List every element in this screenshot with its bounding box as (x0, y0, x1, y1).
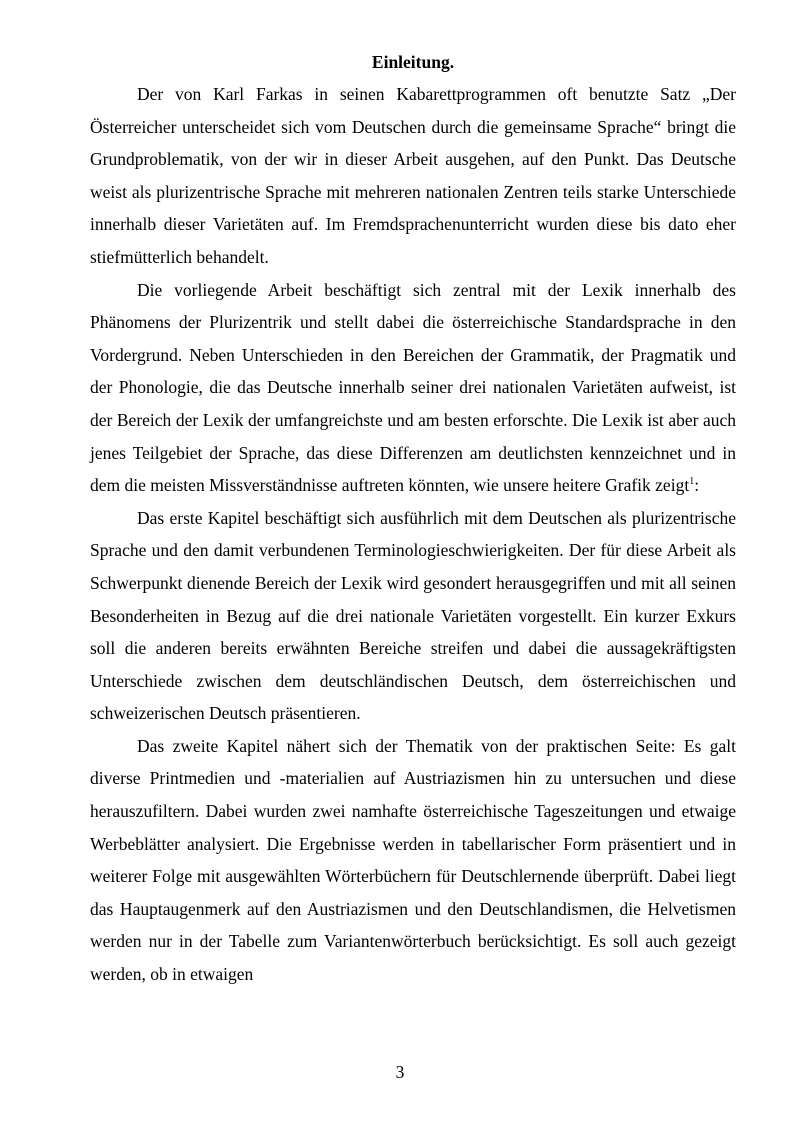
section-title: Einleitung. (371, 52, 455, 72)
paragraph-2-tail: : (694, 475, 700, 496)
page-number: 3 (395, 1062, 405, 1082)
paragraph-3: Das erste Kapitel beschäftigt sich ausführlich mit dem Deutschen als plurizentrische Sprache und den damit verbundenen Terminologieschwierigkeiten. Der für diese Arbeit als Schwerpunkt dienende Bereich der Lexik wird gesondert herausgegriffen und mit all seinen Besonderheiten in Bezug auf die drei nationale Varietäten vorgestellt. Ein kurzer Exkurs soll die anderen bereits erwähnten Bereiche streifen und dabei die aussagekräftigsten Unterschiede zwischen dem deutschländischen Deutsch, dem österreichischen und schweizerischen Deutsch präsentieren. (90, 507, 736, 724)
paragraph-1: Der von Karl Farkas in seinen Kabarettprogrammen oft benutzte Satz „Der Österreicher unterscheidet sich vom Deutschen durch die gemeinsame Sprache“ bringt die Grundproblematik, von der wir in dieser Arbeit ausgehen, auf den Punkt. Das Deutsche weist als plurizentrische Sprache mit mehreren nationalen Zentren teils starke Unterschiede innerhalb dieser Varietäten auf. Im Fremdsprachenunterricht wurden diese bis dato eher stiefmütterlich behandelt. (90, 84, 736, 267)
paragraph-2-text: Die vorliegende Arbeit beschäftigt sich zentral mit der Lexik innerhalb des Phänomens der Plurizentrik und stellt dabei die österreichische Standardsprache in den Vordergrund. Neben Unterschieden in den Bereichen der Grammatik, der Pragmatik und der Phonologie, die das Deutsche innerhalb seiner drei nationalen Varietäten aufweist, ist der Bereich der Lexik der umfangreichste und am besten erforschte. Die Lexik ist aber auch jenes Teilgebiet der Sprache, das diese Differenzen am deutlichsten kennzeichnet und in dem die meisten Missverständnisse auftreten könnten, wie unsere heitere Grafik zeigt (90, 279, 736, 496)
footnote-reference[interactable]: 1 (689, 476, 695, 488)
paragraph-2 (90, 274, 736, 502)
document-page (90, 50, 736, 991)
paragraph-4: Das zweite Kapitel nähert sich der Thematik von der praktischen Seite: Es galt diverse Printmedien und -materialien auf Austriazismen hin zu untersuchen und diese herauszufiltern. Dabei wurden zwei namhafte österreichische Tageszeitungen und etwaige Werbeblätter analysiert. Die Ergebnisse werden in tabellarischer Form präsentiert und in weiterer Folge mit ausgewählten Wörterbüchern für Deutschlernende überprüft. Dabei liegt das Hauptaugenmerk auf den Austriazismen und den Deutschlandismen, die Helvetismen werden nur in der Tabelle zum Variantenwörterbuch berücksichtigt. Es soll auch gezeigt werden, ob in etwaigen (90, 735, 736, 985)
